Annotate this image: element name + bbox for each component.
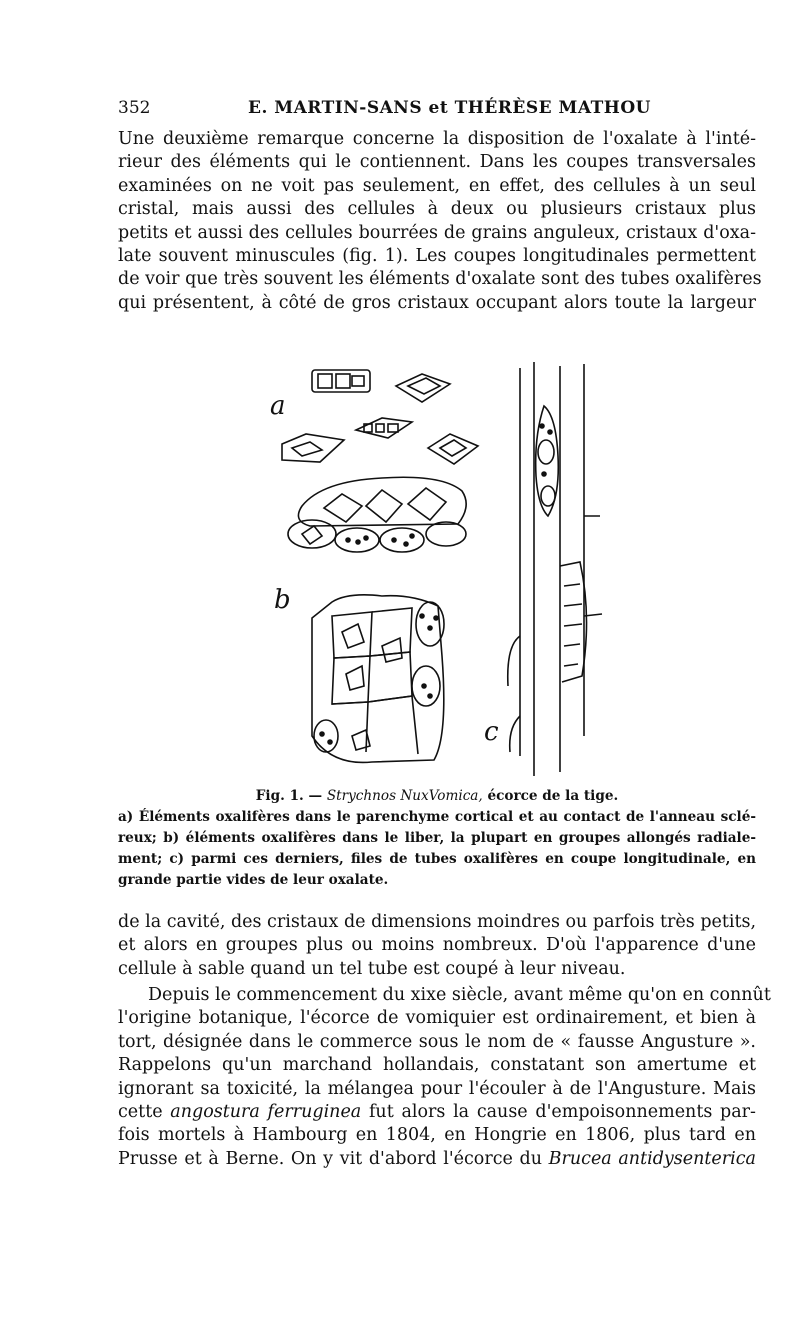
- text-line: ignorant sa toxicité, la mélangea pour l'écouler à de l'Angusture. Mais: [118, 1078, 756, 1099]
- caption-line: a) Éléments oxalifères dans le parenchyme cortical et au contact de l'anneau sclé-: [118, 809, 756, 825]
- italic-term: angostura ferruginea: [170, 1102, 362, 1123]
- caption-title-rest: écorce de la tige.: [487, 788, 619, 804]
- caption-line: ment; c) parmi ces derniers, files de tubes oxalifères en coupe longitudinale, en: [118, 851, 756, 867]
- part-b-liber-cells: [312, 595, 444, 763]
- figure-1-illustration: [262, 356, 614, 780]
- figure-label-a: a: [270, 391, 286, 421]
- text-line: de voir que très souvent les éléments d'oxalate sont des tubes oxalifères: [118, 269, 762, 290]
- italic-term: Brucea antidysenterica: [548, 1148, 756, 1169]
- text-line: tort, désignée dans le commerce sous le nom de « fausse Angusture ».: [118, 1031, 756, 1052]
- text-line: petits et aussi des cellules bourrées de grains anguleux, cristaux d'oxa-: [118, 222, 756, 243]
- paragraph-3: [118, 984, 771, 1171]
- text-segment: fut alors la cause d'empoisonnements par-: [361, 1102, 756, 1123]
- caption-line: reux; b) éléments oxalifères dans le liber, la plupart en groupes allongés radiale-: [118, 830, 756, 846]
- figure-label-b: b: [274, 585, 291, 615]
- page-header: [118, 98, 758, 122]
- text-segment: Prusse et à Berne. On y vit d'abord l'écorce du: [118, 1148, 549, 1169]
- running-head: E. MARTIN-SANS et THÉRÈSE MATHOU: [248, 98, 651, 118]
- text-line: Depuis le commencement du xixe siècle, avant même qu'on en connût: [148, 985, 771, 1005]
- text-line: examinées on ne voit pas seulement, en effet, des cellules à un seul: [118, 175, 756, 196]
- text-line: qui présentent, à côté de gros cristaux occupant alors toute la largeur: [118, 292, 756, 313]
- text-line: Une deuxième remarque concerne la disposition de l'oxalate à l'inté-: [118, 129, 756, 149]
- text-line: late souvent minuscules (fig. 1). Les coupes longitudinales permettent: [118, 246, 756, 267]
- caption-line: grande partie vides de leur oxalate.: [118, 872, 389, 888]
- text-line: l'origine botanique, l'écorce de vomiquier est ordinairement, et bien à: [118, 1008, 756, 1029]
- text-line: de la cavité, des cristaux de dimensions moindres ou parfois très petits,: [118, 912, 757, 932]
- part-c-oxaliferous-tubes: [508, 362, 602, 776]
- part-a-crystal-cells: [282, 370, 478, 552]
- text-line: cellule à sable quand un tel tube est coupé à leur niveau.: [118, 958, 626, 979]
- text-line: rieur des éléments qui le contiennent. Dans les coupes transversales: [118, 152, 756, 173]
- paragraph-2: [118, 911, 756, 981]
- microscopy-drawing: [262, 356, 614, 780]
- page-number: 352: [118, 98, 151, 118]
- caption-species: Strychnos NuxVomica,: [326, 788, 483, 804]
- text-line: et alors en groupes plus ou moins nombreux. D'où l'apparence d'une: [118, 935, 756, 956]
- text-line: fois mortels à Hambourg en 1804, en Hongrie en 1806, plus tard en: [118, 1125, 756, 1146]
- caption-title: [118, 786, 756, 807]
- figure-caption: [118, 786, 756, 891]
- figure-label-c: c: [484, 717, 499, 747]
- text-line: cristal, mais aussi des cellules à deux ou plusieurs cristaux plus: [118, 199, 756, 220]
- text-line: Rappelons qu'un marchand hollandais, constatant son amertume et: [118, 1055, 756, 1076]
- text-line: [118, 1148, 756, 1171]
- text-line: [118, 1101, 756, 1124]
- text-segment: cette: [118, 1102, 171, 1123]
- paragraph-1: [118, 128, 762, 315]
- caption-fig-number: Fig. 1. —: [255, 788, 323, 804]
